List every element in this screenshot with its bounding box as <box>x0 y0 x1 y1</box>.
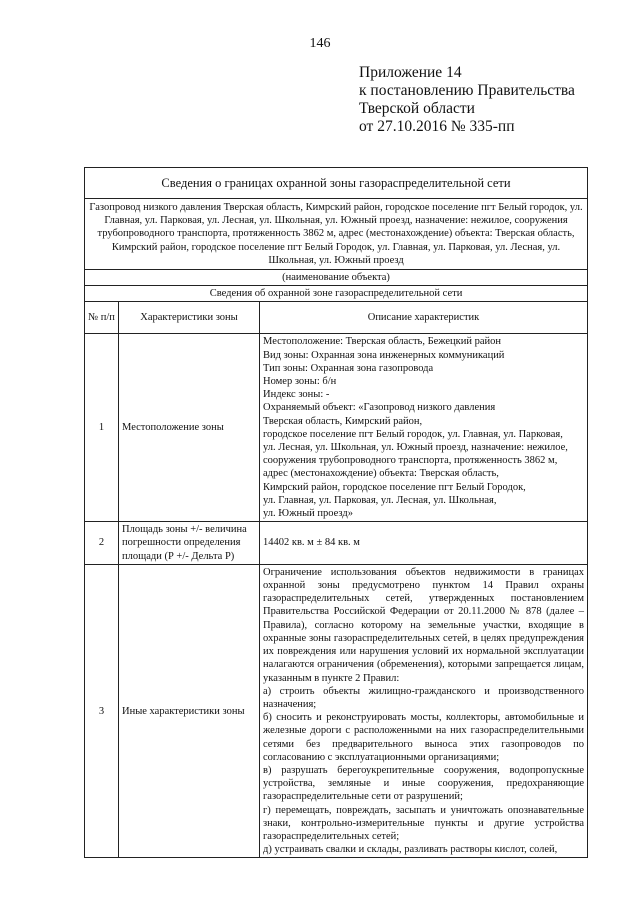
row-name: Площадь зоны +/- величина погрешности определения площади (Р +/- Дельта Р) <box>119 522 260 565</box>
table-row <box>85 334 588 522</box>
row-name: Иные характеристики зоны <box>119 564 260 857</box>
object-caption: (наименование объекта) <box>85 270 588 286</box>
description-paragraph: д) устраивать свалки и склады, разливать растворы кислот, солей, <box>263 844 558 856</box>
appendix-line: к постановлению Правительства <box>359 82 575 99</box>
appendix-line: Приложение 14 <box>359 64 462 81</box>
description-paragraph: г) перемещать, повреждать, засыпать и уничтожать опознавательные знаки, контрольно-измерительные пункты и другие устройства газораспределительных сетей; <box>263 804 585 842</box>
description-line: Охраняемый объект: «Газопровод низкого давления <box>263 402 496 414</box>
table-row <box>85 522 588 565</box>
zone-section-title: Сведения об охранной зоне газораспределительной сети <box>85 286 588 302</box>
appendix-block <box>359 64 575 136</box>
description-line: адрес (местонахождение) объекта: Тверская область, <box>263 468 499 480</box>
header-characteristics: Характеристики зоны <box>119 302 260 334</box>
zone-table <box>84 167 588 858</box>
description-line: Тип зоны: Охранная зона газопровода <box>263 362 434 374</box>
appendix-line: от 27.10.2016 № 335-пп <box>359 118 515 135</box>
page-number: 146 <box>309 36 331 51</box>
description-line: Тверская область, Кимрский район, <box>263 415 423 427</box>
row-location-description <box>260 334 588 522</box>
description-paragraph: б) сносить и реконструировать мосты, коллекторы, автомобильные и железные дороги с расположенными на них газораспределительными сетями без предварительного выноса этих газопроводов по согласованию с эксплуатационными организациями; <box>263 712 585 763</box>
object-description: Газопровод низкого давления Тверская область, Кимрский район, городское поселение пгт Белый городок, ул. Главная, ул. Парковая, ул. Лесная, ул. Школьная, ул. Южный проезд, назначение: нежилое, сооружения трубопроводного транспорта, протяженность 3862 м, адрес (местонахождение) объекта: Тверская область, Кимрский район, городское поселение пгт Белый Городок, ул. Главная, ул. Парковая, ул. Лесная, ул. Школьная, ул. Южный проезд <box>85 199 588 270</box>
description-line: ул. Южный проезд» <box>263 508 353 520</box>
description-line: городское поселение пгт Белый городок, ул. Главная, ул. Парковая, <box>263 428 563 440</box>
row-area-value: 14402 кв. м ± 84 кв. м <box>260 522 588 565</box>
description-line: Местоположение: Тверская область, Бежецкий район <box>263 336 502 348</box>
description-line: Кимрский район, городское поселение пгт Белый Городок, <box>263 481 526 493</box>
table-row <box>85 564 588 857</box>
description-line: Индекс зоны: - <box>263 389 330 401</box>
row-num: 3 <box>85 564 119 857</box>
description-paragraph: Ограничение использования объектов недвижимости в границах охранной зоны предусмотрено пунктом 14 Правил охраны газораспределительных сетей, утвержденных постановлением Правительства Российской Федерации от 20.11.2000 № 878 (далее – Правила), согласно которому на земельные участки, входящие в охранные зоны газораспределительных сетей, в целях предупреждения их повреждения или нарушения условий их нормальной эксплуатации налагаются ограничения (обременения), которыми запрещается лицам, указанным в пункте 2 Правил: <box>263 566 585 684</box>
row-other-description <box>260 564 588 857</box>
table-header-row <box>85 302 588 334</box>
description-line: сооружения трубопроводного транспорта, протяженность 3862 м, <box>263 455 558 467</box>
appendix-line: Тверской области <box>359 100 475 117</box>
row-num: 1 <box>85 334 119 522</box>
row-name: Местоположение зоны <box>119 334 260 522</box>
header-num: № п/п <box>85 302 119 334</box>
description-paragraph: а) строить объекты жилищно-гражданского и производственного назначения; <box>263 685 585 710</box>
description-line: Номер зоны: б/н <box>263 376 337 388</box>
description-line: Вид зоны: Охранная зона инженерных коммуникаций <box>263 349 505 361</box>
table-title: Сведения о границах охранной зоны газораспределительной сети <box>85 168 588 199</box>
row-num: 2 <box>85 522 119 565</box>
description-paragraph: в) разрушать берегоукрепительные сооружения, водопропускные устройства, земляные и иные сооружения, предохраняющие газораспределительные сети от разрушений; <box>263 764 585 803</box>
description-line: ул. Главная, ул. Парковая, ул. Лесная, ул. Школьная, <box>263 494 497 506</box>
description-line: ул. Лесная, ул. Школьная, ул. Южный проезд, назначение: нежилое, <box>263 442 568 454</box>
header-description: Описание характеристик <box>260 302 588 334</box>
